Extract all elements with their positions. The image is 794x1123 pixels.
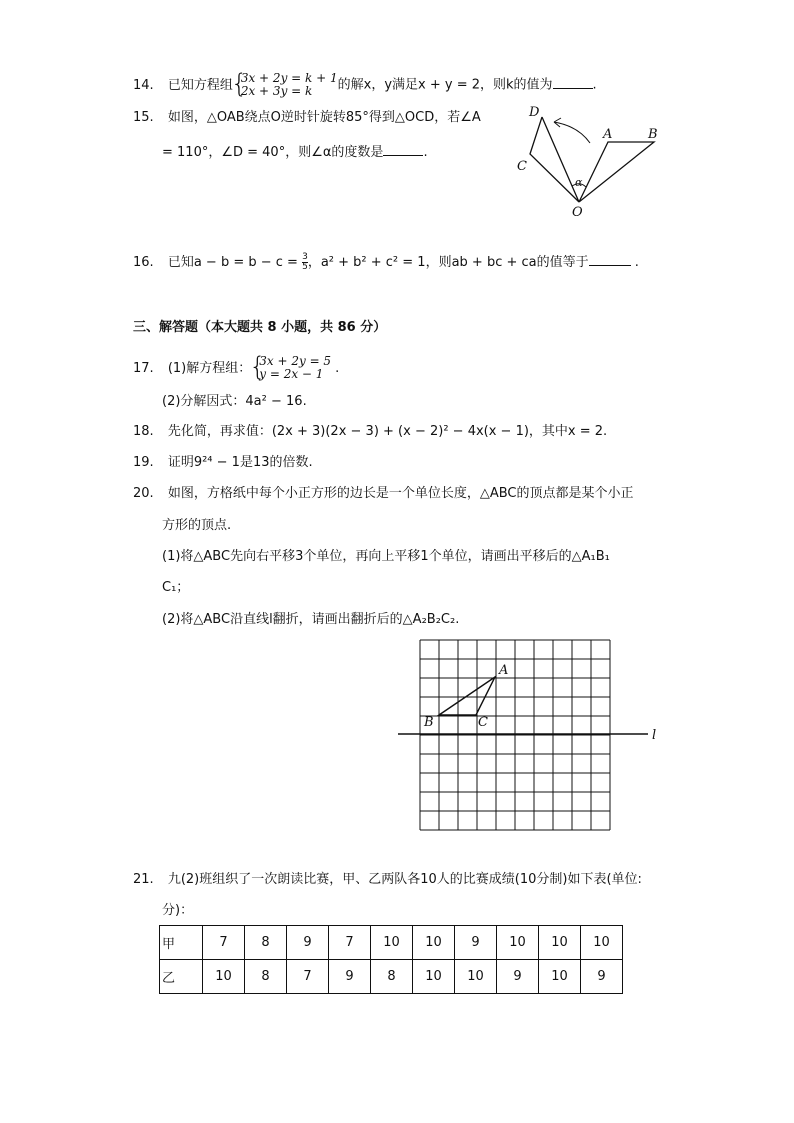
answer-blank — [383, 141, 423, 156]
question-text: 九(2)班组织了一次朗读比赛，甲、乙两队各10人的比赛成绩(10分制)如下表(单位: — [167, 872, 642, 887]
question-20-cont: 方形的顶点. — [162, 518, 232, 533]
question-number: 19. — [133, 455, 154, 470]
label-l: l — [652, 728, 657, 743]
rotation-arrow — [554, 122, 590, 143]
question-number: 20. — [133, 486, 154, 501]
question-text: 已知a − b = b − c = — [167, 255, 298, 270]
question-text: 的解x，y满足x + y = 2，则k的值为 — [337, 77, 553, 93]
score-cell: 8 — [245, 926, 287, 960]
equation: 3x + 2y = 5 — [259, 354, 332, 368]
score-cell: 9 — [581, 960, 623, 994]
table-row — [160, 926, 623, 960]
table-row — [160, 960, 623, 994]
answer-blank — [589, 251, 631, 266]
label-c: C — [478, 715, 488, 730]
question-21 — [133, 870, 642, 890]
label-a: A — [603, 127, 613, 142]
score-cell: 10 — [413, 960, 455, 994]
question-text: 如图，△OAB绕点O逆时针旋转85°得到△OCD，若∠A — [167, 110, 481, 125]
score-cell: 10 — [539, 960, 581, 994]
denominator: 5 — [302, 262, 308, 272]
team-cell: 甲 — [160, 926, 203, 960]
question-number: 17. — [133, 360, 154, 376]
question-15 — [133, 108, 481, 128]
label-alpha: α — [575, 176, 583, 189]
equation-system — [251, 355, 331, 381]
equation-system — [233, 72, 338, 98]
score-cell: 10 — [539, 926, 581, 960]
triangle-abc — [439, 677, 495, 715]
score-cell: 10 — [497, 926, 539, 960]
punctuation: . — [423, 145, 428, 160]
question-20-part1: (1)将△ABC先向右平移3个单位，再向上平移1个单位，请画出平移后的△A₁B₁ — [162, 549, 610, 564]
score-cell: 9 — [329, 960, 371, 994]
score-cell: 9 — [497, 960, 539, 994]
score-cell: 10 — [581, 926, 623, 960]
question-number: 15. — [133, 110, 154, 125]
question-14 — [133, 72, 597, 98]
label-c: C — [517, 159, 527, 174]
score-table — [159, 925, 623, 994]
question-18 — [133, 422, 607, 442]
section-title: 三、解答题（本大题共 8 小题，共 86 分） — [133, 320, 387, 335]
score-cell: 7 — [287, 960, 329, 994]
question-text: 先化简，再求值：(2x + 3)(2x − 3) + (x − 2)² − 4x(x − 1)，其中x = 2. — [167, 424, 608, 439]
score-cell: 9 — [287, 926, 329, 960]
score-cell: 7 — [329, 926, 371, 960]
triangle-ocd — [530, 117, 579, 202]
grid-lines — [420, 640, 610, 830]
score-cell: 10 — [413, 926, 455, 960]
question-text: 证明9²⁴ − 1是13的倍数. — [167, 455, 313, 470]
equation: y = 2x − 1 — [259, 367, 324, 381]
label-a: A — [499, 663, 509, 678]
team-cell: 乙 — [160, 960, 203, 994]
score-cell: 8 — [371, 960, 413, 994]
question-text: ，a² + b² + c² = 1，则ab + bc + ca的值等于 — [307, 255, 589, 270]
label-b: B — [424, 715, 434, 730]
question-17 — [133, 355, 339, 381]
question-17-part2: (2)分解因式：4a² − 16. — [162, 394, 307, 409]
question-number: 14. — [133, 77, 154, 93]
score-cell: 7 — [203, 926, 245, 960]
punctuation: . — [634, 255, 639, 270]
answer-blank — [553, 74, 593, 89]
label-d: D — [529, 105, 540, 120]
label-o: O — [572, 205, 583, 220]
score-cell: 10 — [371, 926, 413, 960]
question-number: 16. — [133, 255, 154, 270]
equation: 2x + 3y = k — [240, 84, 313, 98]
triangle-oab — [579, 142, 654, 202]
numerator: 3 — [302, 252, 308, 262]
question-number: 21. — [133, 872, 154, 887]
question-20-part2: (2)将△ABC沿直线l翻折，请画出翻折后的△A₂B₂C₂. — [162, 612, 460, 627]
question-text: (1)解方程组： — [167, 360, 252, 376]
question-text: 已知方程组 — [167, 77, 233, 93]
question-text: 如图，方格纸中每个小正方形的边长是一个单位长度，△ABC的顶点都是某个小正 — [167, 486, 634, 501]
grid-figure — [398, 640, 668, 835]
label-b: B — [648, 127, 658, 142]
question-19 — [133, 453, 313, 473]
question-21-cont: 分)： — [162, 903, 194, 918]
punctuation: . — [335, 360, 340, 376]
question-number: 18. — [133, 424, 154, 439]
equation: 3x + 2y = k + 1 — [240, 71, 338, 85]
score-cell: 10 — [203, 960, 245, 994]
question-20-part1-cont: C₁； — [162, 580, 190, 595]
question-20 — [133, 484, 634, 504]
rotation-figure — [510, 100, 680, 225]
question-text: = 110°，∠D = 40°，则∠α的度数是 — [162, 145, 384, 160]
question-15-cont — [162, 141, 428, 163]
question-16 — [133, 251, 639, 273]
score-cell: 8 — [245, 960, 287, 994]
punctuation: . — [592, 77, 597, 93]
score-cell: 10 — [455, 960, 497, 994]
score-cell: 9 — [455, 926, 497, 960]
